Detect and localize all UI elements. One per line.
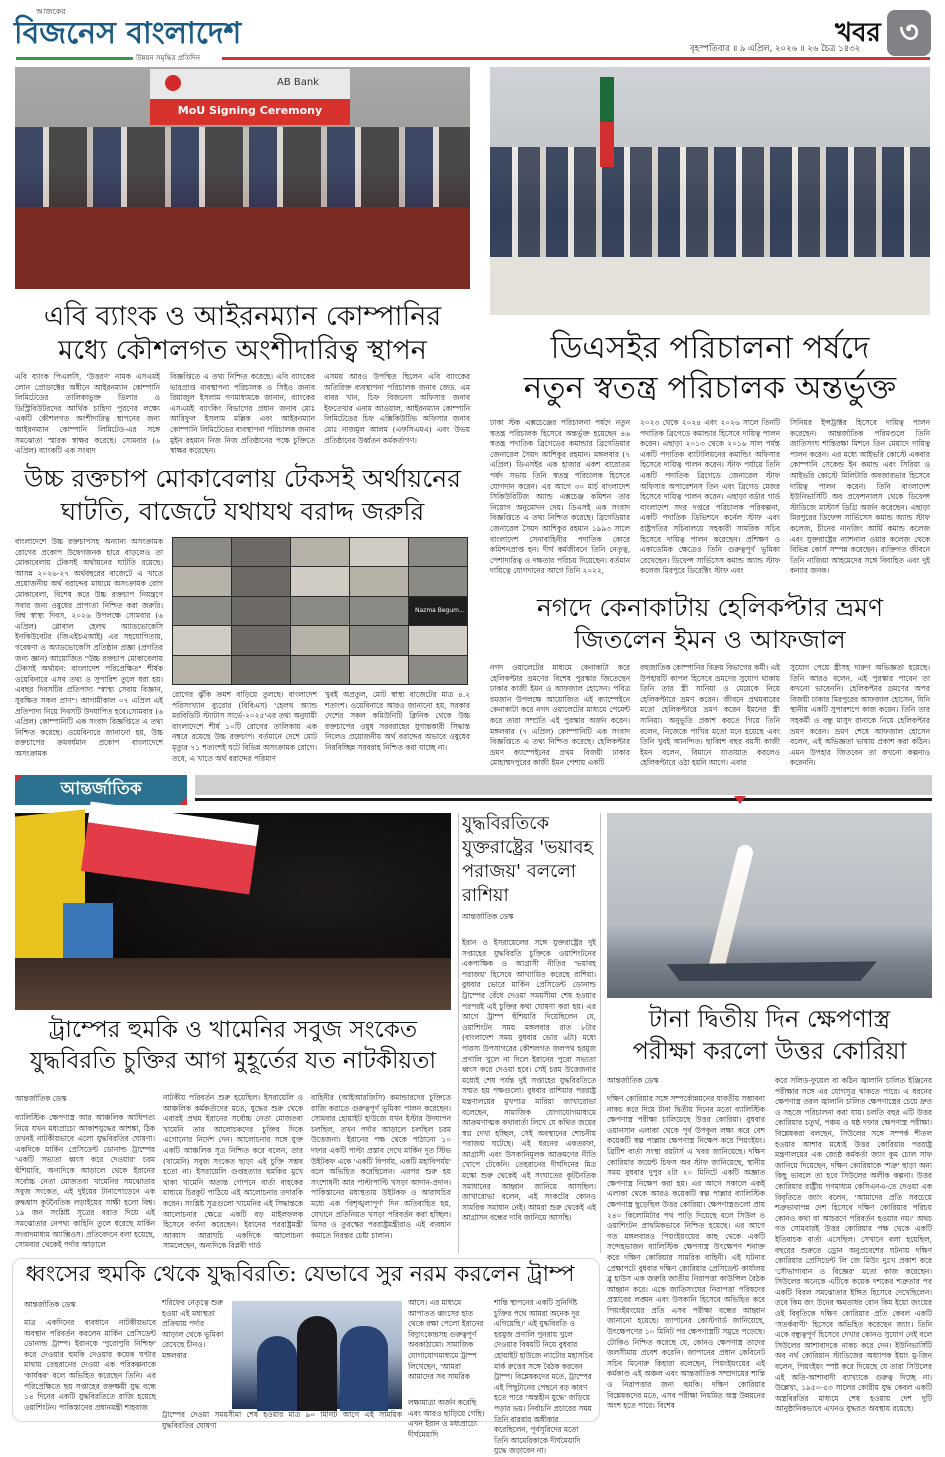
missile-trail <box>705 843 754 983</box>
section-corner-accent <box>179 797 187 805</box>
ironman-logo-icon <box>165 75 181 91</box>
signing-table <box>15 207 470 289</box>
section-corner-accent <box>15 775 23 783</box>
nagad-headline <box>490 592 930 656</box>
trump-col-4: শান্তি স্থাপনের একটি সুনির্দিষ্ট চুক্তির পথে আমরা অনেক দূর এগিয়েছি।' এই যুদ্ধবিরতি ও হরমুজ প্রণালি পুনরায় খুলে দেওয়ার বিষয়টি নিয়ে বুধবার হোয়াইট হাউজে ন্যাটোর মহাসচিব মার্ক রুত্তের সঙ্গে বৈঠক করবেন ট্রাম্প। বিশ্লেষকদের মতে, ট্রাম্পের এই পিছুটানের পেছনে বড় কারণ হতে পারে 'অন্তহীন যুদ্ধে' জড়িয়ে পড়ার ভয়। নির্বাচনি প্রচারের সময় তিনি বারবার অঙ্গীকার করেছিলেন, পূর্বসূরিদের মতো তিনি আমেরিকাকে দীর্ঘমেয়াদি যুদ্ধে জড়াবেন না। <box>494 1298 593 1456</box>
video-tile <box>350 567 408 595</box>
korea-col-1: দক্ষিণ কোরিয়ার সঙ্গে সম্পর্কোন্নয়নের যাবতীয় সম্ভাবনা নাকচ করে দিয়ে টানা দ্বিতীয় দিনের মতো ব্যালিস্টিক ক্ষেপণাস্ত্র পরীক্ষা চালিয়েছে উত্তর কোরিয়া। বুধবার ওয়ানসান এলাকা থেকে পূর্ব উপকূল লক্ষ্য করে বেশ কয়েকটি স্বল্প পাল্লার ক্ষেপণাস্ত্র নিক্ষেপ করে পিয়ংইয়ং। ব্রিটিশ বার্তা সংস্থা রয়টার্স এ খবর জানিয়েছে। দক্ষিণ কোরিয়ার জয়েন্ট চিফস অব স্টাফ জানিয়েছে, স্থানীয় সময় বুধবার দুপুর ২টা ২০ মিনিটে একটি অজ্ঞাত ক্ষেপণাস্ত্র নিক্ষেপ করা হয়। এর আগে সকালে একই এলাকা থেকে আরও কয়েকটি স্বল্প পাল্লার ব্যালিস্টিক ক্ষেপণাস্ত্র ছুড়েছিল উত্তর কোরিয়া। ক্ষেপণাস্ত্রগুলো প্রায় ২৪০ কিলোমিটার পথ পাড়ি দিয়েছে বলে সিউল ও ওয়াশিংটন প্রাথমিকভাবে নিশ্চিত হয়েছে। এর আগে গত মঙ্গলবারও পিয়ংইয়ংয়ের কাছ থেকে একটি সন্দেহভাজন ব্যালিস্টিক ক্ষেপণাস্ত্র উৎক্ষেপণ শনাক্ত করে দক্ষিণ কোরিয়ার সামরিক বাহিনী। এই ঘটনার প্রেক্ষাপটে বুধবার দক্ষিণ কোরিয়ার প্রেসিডেন্ট কার্যালয় ব্লু হাউস এক জরুরি জাতীয় নিরাপত্তা কাউন্সিল বৈঠক আহ্বান করে। একে জাতিসংঘের নিরাপত্তা পরিষদের প্রস্তাবের লঙ্ঘন এবং উসকানি হিসেবে অভিহিত করে পিয়ংইয়ংয়ের প্রতি এসব পরীক্ষা বন্ধের আহ্বান জানানো হয়েছে। জাপানের কোস্টগার্ড জানিয়েছে, উৎক্ষেপণের ১০ মিনিট পর ক্ষেপণাস্ত্রটি সমুদ্রে পড়েছে। টোকিও নিশ্চিত করেছে যে, কোনও ক্ষেপণাস্ত্র তাদের জলসীমায় প্রবেশ করেনি। জাপানের প্রধান কেবিনেট সচিব মিনোরু কিহারা বলেছেন, পিয়ংইয়ংয়ের এই কর্মকাণ্ড এই অঞ্চল এবং আন্তর্জাতিক সম্প্রদায়ের শান্তি ও নিরাপত্তার জন্য হুমকি। দক্ষিণ কোরিয়ার বিশ্লেষকদের মতে, এসব পরীক্ষা নিয়মিত অস্ত্র উন্নয়নের অংশ হতে পারে। বিশেষ <box>607 1094 765 1411</box>
iran-headline-line1: ট্রাম্পের হুমকি ও খামেনির সবুজ সংকেত <box>48 1017 418 1043</box>
video-tile <box>409 538 467 566</box>
nagad-col-2: বহুজাতিক কোম্পানির বিক্রয় বিভাগের কর্মী। এই উপহারটি কাপল হিসেবে ভ্রমণের সুযোগ থাকায় তিনি তার স্ত্রী সানিয়া ও মেয়েকে নিয়ে হেলিকপ্টারে ভ্রমণ করেন। জীবনে প্রথমবারের মতো হেলিকপ্টারে ভ্রমণ করেন ইমনের স্ত্রী সানিয়া। অনুভূতি প্রকাশ করতে গিয়ে তিনি বলেন, নিজেকে পাখির মতো মনে হয়েছে এবং তিনি খুবই আনন্দিত। ছাব্বিশ বছর বয়সী কাজী ইমন বলেন, বিমানে যাতায়াত করলেও হেলিকপ্টারে ওঠা হয়নি আগে। এবার <box>640 663 780 768</box>
people-group <box>490 147 930 257</box>
video-tile <box>232 656 290 684</box>
video-tile <box>291 626 349 654</box>
video-tile <box>409 567 467 595</box>
video-tile <box>291 597 349 625</box>
nagad-headline-line2: জিতলেন ইমন ও আফজাল <box>574 625 846 654</box>
video-tile <box>409 597 467 625</box>
masthead-tagline: উন্নয়ন সমৃদ্ধির প্রতিদিন <box>136 54 201 62</box>
trump-col-2: শরিফের নেতৃত্বে শুরু হওয়া এই মধ্যস্থতা প্রক্রিয়ায় পর্দার আড়াল থেকে ভূমিকা রেখেছে চীনও। মঙ্গলবার <box>162 1298 224 1360</box>
masthead-green-rule <box>16 57 133 60</box>
conference-table <box>490 257 930 315</box>
video-tile <box>350 597 408 625</box>
trump-byline: আন্তর্জাতিক ডেস্ক <box>24 1300 76 1309</box>
video-tile <box>350 626 408 654</box>
section-label-international: আন্তর্জাতিক <box>15 775 187 805</box>
iran-headline <box>15 1015 451 1077</box>
video-tile <box>350 538 408 566</box>
video-tile <box>173 597 231 625</box>
dse-col-1: ঢাকা স্টক এক্সচেঞ্জের পরিচালনা পর্ষদে নতুন স্বতন্ত্র পরিচালক হিসেবে অন্তর্ভুক্ত হয়েছেন ৪৬ স্বতন্ত্র পদাতিক ব্রিগেডের কমান্ডার ব্রিগেডিয়ার জেনারেল সৈয়দ আশিকুর রহমান। মঙ্গলবার (৭ এপ্রিল) ডিএসইর এক হাজার একশ বারোতম পর্ষদ সভায় তিনি স্বতন্ত্র পরিচালক হিসেবে যোগদান করেন। এর আগে ৩০ মার্চ বাংলাদেশ সিকিউরিটিজ অ্যান্ড এক্সচেঞ্জ কমিশন তার নিয়োগ অনুমোদন দেয়। ডিএসই এক সংবাদ বিজ্ঞপ্তিতে এ তথ্য নিশ্চিত করেছে। ব্রিগেডিয়ার জেনারেল সৈয়দ আশিকুর রহমান ১৯৯৩ সালে বাংলাদেশ সেনাবাহিনীর পদাতিক কোরে কমিশনপ্রাপ্ত হন। দীর্ঘ কর্মজীবনে তিনি নেতৃত্ব, পেশাদারিত্ব ও দক্ষতার পরিচয় দিয়েছেন। বর্তমান দায়িত্বে যোগদানের আগে তিনি ২০২২, <box>490 418 630 576</box>
bp-col-1: বাংলাদেশে উচ্চ রক্তচাপসহ অন্যান্য অসংক্রামক রোগের প্রকোপ উদ্বেগজনক হারে বাড়লেও তা মোকাবেলায় টেকসই অর্থায়নের ঘাটতি রয়েছে। আসন্ন ২০২৬-২৭ অর্থবছরের বাজেটে এ খাতে প্রয়োজনীয় অর্থ বরাদ্দের মাধ্যমে অসংক্রামক রোগ মোকাবেলা, বিশেষ করে উচ্চ রক্তচাপ নিয়ন্ত্রণে সবার জন্য ওষুধের প্রাপ্যতা নিশ্চিত করা জরুরি। বিশ্ব স্বাস্থ্য দিবস, ২০২৬ উপলক্ষে সোমবার (৬ এপ্রিল) গ্লোবাল হেলথ অ্যাডভোকেসি ইনকিউবেটর (জিএইচএআই) এর সহযোগিতায়, গবেষণা ও অ্যাডভোকেসি প্রতিষ্ঠান প্রজ্ঞা (প্রগতির জন্য জ্ঞান) আয়োজিত "উচ্চ রক্তচাপ মোকাবেলায় টেকসই অর্থায়ন: বাংলাদেশ পরিপ্রেক্ষিত" শীর্ষক ওয়েবিনারে এসব তথ্য ও সুপারিশ তুলে ধরা হয়। এবছর দিবসটির প্রতিপাদ্য "স্বাস্থ্য সেবায় বিজ্ঞান, সুরক্ষিত সকল প্রাণ"। আগামীকাল ০৭ এপ্রিল এই প্রতিপাদ্য নিয়ে দিবসটি উদযাপিত হবে।সোমবার (৬ এপ্রিল) কোম্পানিটি এক সংবাদ বিজ্ঞপ্তিতে এ তথ্য নিশ্চিত করেছে। ওয়েবিনারে জানানো হয়, উচ্চ রক্তচাপের ক্রমবর্ধমান প্রকোপ বাংলাদেশে অসংক্রামক <box>15 537 163 758</box>
iran-col-2: নাটকীয় পরিবর্তন শুরু হয়েছিল। ইসরায়েলি ও আঞ্চলিক কর্মকর্তাদের মতে, যুদ্ধের শুরু থেকে এবারই প্রথম ইরানের সর্বোচ্চ নেতা মোজতবা খামেনি তার আলোচকদের চুক্তির দিকে এগোনোর নির্দেশ দেন। আলোচনার সঙ্গে যুক্ত একটি আঞ্চলিক সূত্র নিশ্চিত করে বলেন, তার (খামেনি) সবুজ সংকেত ছাড়া এই চুক্তি সম্ভব হতো না। ইসরায়েলি গুপ্তহত্যার হুমকির মুখে থাকা খামেনি অত্যন্ত গোপনে বার্তা বাহকের মাধ্যমে চিরকুট পাঠিয়ে এই আলোচনার তদারকি করেন। সংশ্লিষ্ট সূত্রগুলো খামেনির এই সিদ্ধান্তকে আলোচনার ক্ষেত্রে একটি বড় মাইলফলক হিসেবে বর্ণনা করেছেন। ইরানের পররাষ্ট্রমন্ত্রী আব্বাস আরাঘচি একদিকে আলোচনা সামলেছেন, অন্যদিকে বিপ্লবী গার্ড <box>163 1093 303 1251</box>
warship <box>667 953 877 981</box>
korea-headline-line2: পরীক্ষা করলো উত্তর কোরিয়া <box>632 1037 907 1065</box>
korea-headline <box>607 1003 932 1067</box>
video-tile <box>173 656 231 684</box>
bp-headline-line2: ঘাটতি, বাজেটে যথাযথ বরাদ্দ জরুরি <box>60 497 425 526</box>
russia-body: ইরান ও ইসরায়েলের সঙ্গে যুক্তরাষ্ট্রের দুই সপ্তাহের যুদ্ধবিরতি চুক্তিকে ওয়াশিংটনের একপাক্ষিক ও আগ্রাসী নীতির 'ভয়াবহ পরাজয়' হিসেবে আখ্যায়িত করেছে রাশিয়া। বুধবার ভোরে মার্কিন প্রেসিডেন্ট ডোনাল্ড ট্রাম্পের বেঁধে দেওয়া সময়সীমা শেষ হওয়ার পরপরই এই চুক্তির কথা ঘোষণা করা হয়। এর আগে ট্রাম্প হুঁশিয়ারি দিয়েছিলেন যে, ওয়াশিংটন সময় মঙ্গলবার রাত ৮টার (বাংলাদেশ সময় বুধবার ভোর ৬টা) মধ্যে পারস্য উপসাগরের কৌশলগত জলপথ হরমুজ প্রণালি খুলে না দিলে ইরানের পুরো সভ্যতা ধ্বংস করে দেওয়া হবে। সেই চরম উত্তেজনার মধ্যেই শেষ পর্যন্ত দুই সপ্তাহের যুদ্ধবিরতিতে সম্মত হয় পক্ষগুলো। বুধবার রাশিয়ার পররাষ্ট্র মন্ত্রণালয়ের মুখপাত্র মারিয়া জাখারোভা বলেছেন, সামাজিক যোগাযোগমাধ্যমে আক্রমণাত্মক কথাবার্তা লিখে যে কথিত জয়ের স্বপ্ন দেখা হচ্ছিল, সেই অবস্থানের শোচনীয় পরাজয় ঘটেছে। এই ধরনের একতরফা, আগ্রাসী এবং উসকানিমূলক আক্রমণের নীতি খোপে টেকেনি। তেহরানের দীর্ঘদিনের মিত্র মস্কো শুরু থেকেই এই সংঘাতের কূটনৈতিক সমাধানের আহ্বান জানিয়ে আসছিল। জাখারোভা বলেন, এই সংকটের কোনও সামরিক সমাধান নেই। আমরা শুরু থেকেই এই আগ্রাসন বন্ধের দাবি জানিয়ে আসছি। <box>462 938 596 1223</box>
nagad-headline-line1: নগদে কেনাকাটায় হেলিকপ্টার ভ্রমণ <box>536 593 884 622</box>
iran-flag <box>81 802 259 895</box>
column-divider <box>458 813 459 1253</box>
video-tile <box>232 626 290 654</box>
abbank-headline-line2: মধ্যে কৌশলগত অংশীদারিত্ব স্থাপন <box>58 335 427 366</box>
trump-salute-photo <box>232 1301 402 1409</box>
flag-icon <box>600 77 614 167</box>
dse-col-3: সিনিয়র ইন্সট্রাক্টর হিসেবে দায়িত্ব পালন করেছেন। আন্তর্জাতিক পরিমণ্ডলে তিনি জাতিসংঘ শান্তিরক্ষা মিশনে তিন মেয়াদে দায়িত্ব পালন করেন। এর মধ্যে আইভরি কোস্টে একবার কোম্পানি সেকেন্ড ইন কমান্ড এবং সিরিয়া ও আইভরি কোস্টে মিলিটারি অবজারভার হিসেবে দায়িত্ব পালন করেন। তিনি বাংলাদেশ ইউনিভার্সিটি অব প্রফেশনালস থেকে ডিফেন্স স্টাডিজে মাস্টার্স ডিগ্রি অর্জন করেছেন। এছাড়া মিরপুরের ডিফেন্স সার্ভিসেস কমান্ড অ্যান্ড স্টাফ কলেজ, চীনের নানজিং আর্মি কমান্ড কলেজ এবং যুক্তরাষ্ট্রের ন্যাশনাল ওয়ার কলেজ থেকে বিভিন্ন কোর্স সম্পন্ন করেছেন। ব্যক্তিগত জীবনে তিনি নাজিয়া আহমেদের সঙ্গে বিবাহিত এবং দুই কন্যার জনক। <box>790 418 930 576</box>
participant-name: Nazma Begum... <box>415 606 465 614</box>
column-divider <box>600 813 601 1253</box>
iran-byline: আন্তর্জাতিক ডেস্ক <box>15 1094 67 1103</box>
video-tile <box>232 538 290 566</box>
abbank-mou-photo <box>15 67 470 289</box>
abbank-headline <box>15 300 470 368</box>
video-tile <box>409 656 467 684</box>
masthead-red-rule <box>222 57 930 60</box>
korea-byline: আন্তর্জাতিক ডেস্ক <box>607 1076 659 1085</box>
video-tile <box>173 626 231 654</box>
iran-col-3: বাহিনীর (আইআরজিসি) কমান্ডারদের চুক্তিতে রাজি করাতে গুরুত্বপূর্ণ ভূমিকা পালন করেছেন। সোমবার হোয়াইট হাউজে যখন ইস্টার উদযাপন চলছিল, তখন পর্দার আড়ালে চলছিল চরম উত্তেজনা। ইরানের পক্ষ থেকে পাঠানো ১০ দফার একটি পাল্টা প্রস্তাব দেখে মার্কিন দূত স্টিভ উইটকফ একে 'একটি বিপর্যয়, একটি মহাবিপর্যয়' বলে অভিহিত করেছিলেন। এরপর শুরু হয় সংশোধনী আর পাল্টাপাল্টি খসড়া আদান-প্রদান। পাকিস্তানের মধ্যস্থতায় উইটকফ ও আরাঘচির মধ্যে এক 'বিশৃঙ্খলাপূর্ণ' দিন অতিবাহিত হয়, যেখানে প্রতিনিয়ত খসড়া পরিবর্তন করা হচ্ছিল। মিসর ও তুরস্কের পররাষ্ট্রমন্ত্রীরাও এই ব্যবধান কমাতে নিরন্তর চেষ্টা চালান। <box>311 1093 451 1240</box>
page-section-name: খবর <box>835 18 881 48</box>
video-tile <box>173 567 231 595</box>
section-black-rule <box>195 798 932 801</box>
nagad-col-1: নগদ ওয়ালেটের মাধ্যমে কেনাকাটা করে হেলিকপ্টার ভ্রমণের বিশেষ পুরস্কার জিতেছেন ঢাকার কাজী ইমন ও আফজাল হোসেন। পবিত্র রমজান উপলক্ষে আয়োজিত এই ক্যাম্পেইনে কেনাকাটা করে নগদ ওয়ালেটের মাধ্যমে পেমেন্ট করে তারা সম্প্রতি এই পুরস্কার অর্জন করেন। মঙ্গলবার (৭ এপ্রিল) কোম্পানিটি এক সংবাদ বিজ্ঞপ্তিতে এ তথ্য নিশ্চিত করেছে। হেলিকপ্টার ভ্রমণ ক্যাম্পেইনের প্রথম বিজয়ী ঢাকার মোহাম্মদপুরের কাজী ইমন পেশায় একটি <box>490 663 630 768</box>
officer-figure <box>257 1336 297 1411</box>
trump-col-3: আসে। এর মাধ্যমে আপাতত ধ্বংসের হাত থেকে রক্ষা পেলো ইরানের বিদ্যুৎকেন্দ্রসহ গুরুত্বপূর্ণ অবকাঠামো। সামাজিক যোগাযোগমাধ্যমে ট্রাম্প লিখেছেন, 'আমরা আমাদের সব সামরিক <box>408 1298 484 1382</box>
video-tile <box>350 656 408 684</box>
video-tile <box>291 656 349 684</box>
russia-byline: আন্তর্জাতিক ডেস্ক <box>462 912 514 921</box>
trump-col-2b: ট্রাম্পের দেওয়া সময়সীমা শেষ হওয়ার মাত্র ৯০ মিনিট আগে এই সাময়িক যুদ্ধবিরতির ঘোষণা <box>162 1410 402 1430</box>
korea-headline-line1: টানা দ্বিতীয় দিন ক্ষেপণাস্ত্র <box>648 1005 891 1033</box>
video-tile <box>291 567 349 595</box>
officer-figure <box>340 1326 388 1411</box>
section-grey-band <box>195 775 932 795</box>
iran-headline-line2: যুদ্ধবিরতি চুক্তির আগ মুহূর্তের যত নাটকীয়তা <box>29 1048 437 1074</box>
abbank-col-3: এসময় আরও উপস্থিত ছিলেন এবি ব্যাংকের অতিরিক্ত ব্যবস্থাপনা পরিচালক জনাব জেড. এম বাবর খান, চিফ বিজনেস অফিসার জনাব ইফতেখার এনাম আওয়াল, আইরনম্যান কোম্পানি লিমিটেডের চিফ এক্সিকিউটিভ অফিসার জনাব মোঃ নাজমুল আলম (এফসিএমএ) এবং উভয় প্রতিষ্ঠানের উর্ধ্বতন কর্মকর্তাগণ। <box>324 372 470 445</box>
korea-col-2: করে সলিড-ফুয়েল বা কঠিন জ্বালানি চালিত ইঞ্জিনের পরীক্ষার সঙ্গে এর যোগসূত্র থাকতে পারে। এ ধরনের ক্ষেপণাস্ত্র তরল জ্বালানি চালিত ক্ষেপণাস্ত্রের চেয়ে দ্রুত ও সহজে পরিচালনা করা যায়। চলতি বছর এটি উত্তর কোরিয়ার চতুর্থ, পঞ্চম ও ষষ্ঠ দফার ক্ষেপণাস্ত্র পরীক্ষা। বিশ্লেষকরা বলছেন, সিউলের সঙ্গে সম্পর্ক শীতল হওয়ার আশার মধ্যেই উত্তর কোরিয়ার পররাষ্ট্র মন্ত্রণালয়ের এক জ্যেষ্ঠ কর্মকর্তা জ্যাং কুম চোল সাফ জানিয়ে দিয়েছেন, দক্ষিণ কোরিয়াকে 'শত্রু' ছাড়া অন্য কিছু ভাবলে তা হবে সিউলের অলীক কল্পনা। উত্তর কোরিয়ার রাষ্ট্রীয় গণমাধ্যম কেসিএনএ-তে দেওয়া এক বিবৃতিতে জ্যাং বলেন, 'আমাদের প্রতি সবচেয়ে শত্রুভাবাপন্ন দেশ হিসেবে দক্ষিণ কোরিয়ার পরিচয় কোনও কথা বা আচরণে পরিবর্তন হওয়ার নয়।' অথচ গত সোমবারই উত্তর কোরিয়ার পক্ষ থেকে একটি ইতিবাচক বার্তা এসেছিল। সেখানে বলা হয়েছিল, বছরের শুরুতে ড্রোন অনুপ্রবেশের ঘটনায় দক্ষিণ কোরিয়ার প্রেসিডেন্ট লি জে মিউং দুঃখ প্রকাশ করে 'সৌভাগ্যবান ও বিজ্ঞের' মতো কাজ করেছেন। সিউলের অনেকে এটিকে কয়েক দশকের শত্রুতার পর একটি বিরল সমঝোতার ইঙ্গিত হিসেবে দেখেছিলেন। তবে কিম জং উনের ক্ষমতাধর বোন কিম ইয়ো জংয়ের ওই বিবৃতিকে দক্ষিণ কোরিয়ার প্রতি কেবল একটি 'সতর্কবাণী' হিসেবে অভিহিত করেছেন জ্যাং। তিনি একে বন্ধুত্বপূর্ণ হিসেবে দেখার কোনও সুযোগ নেই বলে সিউলের আশাবাদকে নাকচ করে দেন। ইউনিভার্সিটি অব নর্থ কোরিয়ান স্টাডিজের অধ্যাপক ইয়াং মু-জিন বলেন, পিয়ংইয়ং স্পষ্ট করে দিয়েছে যে তারা সিউলের এই অতি-আশাবাদী ব্যাখ্যাকে গুরুত্ব দিচ্ছে না। উল্লেখ্য, ১৯৫০-৫৩ সালের কোরীয় যুদ্ধ কেবল একটি অস্ত্রবিরতির মাধ্যমে শেষ হওয়ায় দেশ দুটি আনুষ্ঠানিকভাবে এখনও যুদ্ধরত অবস্থায় রয়েছে। <box>775 1076 932 1414</box>
dse-col-2: ২০২৩ থেকে ২০২৪ এবং ২০২৬ সালে তিনটি পদাতিক ব্রিগেডে কমান্ডার হিসেবে দায়িত্ব পালন করেন। এছাড়া ২০১৩ থেকে ২০১৬ সাল পর্যন্ত একটি পদাতিক ব্যাটালিয়নের কমান্ডিং অফিসার হিসেবে দায়িত্ব পালন করেন। স্টাফ পর্যায়ে তিনি একটি পদাতিক ব্রিগেডে জেনারেল স্টাফ অফিসার অপারেশনস তিন এবং ব্রিগেড মেজর হিসেবে দায়িত্ব পালন করেন। এছাড়া বর্ডার গার্ড বাংলাদেশ সদর দপ্তরে পরিচালক পরিকল্পনা, একটি পদাতিক ডিভিশনে কর্নেল স্টাফ এবং রাষ্ট্রপতির সচিবালয়ে সহকারী সামরিক সচিব হিসেবে দায়িত্ব পালন করেছেন। প্রশিক্ষণ ও একাডেমিক ক্ষেত্রেও তিনি গুরুত্বপূর্ণ ভূমিকা রেখেছেন। ডিফেন্স সার্ভিসেস কমান্ড অ্যান্ড স্টাফ কলেজ মিরপুরে ডিরেক্টিং স্টাফ এবং <box>640 418 780 576</box>
webinar-screenshot <box>172 537 468 685</box>
section-red-marker-icon <box>734 796 746 804</box>
trump-col-3b: লক্ষ্যমাত্রা অর্জন করেছি এবং আরও ছাড়িয়ে গেছি। এখন ইরান ও মধ্যপ্রাচ্যে দীর্ঘমেয়াদি <box>408 1398 485 1439</box>
dse-headline-line2: নতুন স্বতন্ত্র পরিচালক অন্তর্ভুক্ত <box>523 370 897 406</box>
iran-rally-photo <box>15 813 451 1010</box>
trump-figure <box>297 1316 337 1411</box>
dse-headline-line1: ডিএসইর পরিচালনা পর্ষদে <box>550 330 870 366</box>
nagad-col-3: সুযোগ পেয়ে স্ত্রীসহ দারুণ অভিজ্ঞতা হয়েছে। তিনি আরও বলেন, এই পুরস্কার পাবেন তা কখনো ভাবেননি। হেলিকপ্টার ভ্রমণের অপর বিজয়ী ঢাকার মিরপুরের আফজাল হোসেন, যিনি স্থানীয় একটি সুপারশপে কাজ করেন। তিনি তার সহকর্মী ও বন্ধু মাসুদ রানাকে নিয়ে হেলিকপ্টার ভ্রমণ করেন। ভ্রমণ শেষে আফজাল হোসেন বলেন, এই অভিজ্ঞতা ভাষায় প্রকাশ করা কঠিন। এমন উপহার জিতবেন তা কখনো কল্পনাও করেননি। <box>790 663 930 768</box>
abbank-col-2: বিজ্ঞপ্তিতে এ তথ্য নিশ্চিত করেছে। এবি ব্যাংকের ভারপ্রাপ্ত ব্যবস্থাপনা পরিচালক ও সিইও জনাব রিয়াজুল ইসলাম গণমাধ্যমকে জানান, ব্যাংকের এসএমই ব্যাংকিং বিভাগের প্রধান জনাব মোঃ আরিফুল ইসলাম মল্লিক এবং আইরনম্যান কোম্পানি লিমিটেডের ব্যবস্থাপনা পরিচালক জনাব মুইন রহমান নিজ নিজ প্রতিষ্ঠানের পক্ষে চুক্তিতে স্বাক্ষর করেছেন। <box>170 372 315 456</box>
dse-headline <box>490 328 930 408</box>
trump-headline: ধ্বংসের হুমকি থেকে যুদ্ধবিরতি: যেভাবে সুর নরম করলেন ট্রাম্প <box>25 1262 575 1287</box>
masthead-title: বিজনেস বাংলাদেশ <box>14 16 242 51</box>
abbank-col-1: এবি ব্যাংক পিএলসি, 'উত্তরণ' নামক এসএমই লোন প্রোডাক্টের অধীনে আইরনম্যান কোম্পানি লিমিটেডের তালিকাভুক্ত ডিলার ও ডিস্ট্রিবিউটরদের আর্থিক চাহিদা পুরণের লক্ষ্যে একটি কৌশলগত অংশীদারিত্ব স্থাপনের জন্য আইরনম্যান কোম্পানি লিমিটেড-এর সঙ্গে সমঝোতা স্মারক স্বাক্ষর করেছে। সোমবার (৬ এপ্রিল) ব্যাংকটি এক সংবাদ <box>15 372 160 456</box>
people-group <box>15 127 470 212</box>
trump-col-1: মাত্র একদিনের ব্যবধানে নাটকীয়ভাবে অবস্থান পরিবর্তন করলেন মার্কিন প্রেসিডেন্ট ডোনাল্ড ট্রাম্প। ইরানকে 'পুরোপুরি নিশ্চিহ্ন' করে দেওয়ার হুমকি দেওয়ার কয়েক ঘণ্টার মাথায় তেহরানের দেওয়া এক পরিকল্পনাকে 'কার্যকর' বলে অভিহিত করেছেন তিনি। এর পরিপ্রেক্ষিতে ছয় সপ্তাহের রক্তক্ষয়ী যুদ্ধ বন্ধে ১৪ দিনের একটি যুদ্ধবিরতিতে রাজি হয়েছে ওয়াশিংটন। পাকিস্তানের প্রধানমন্ত্রী শাহবাজ <box>24 1318 156 1412</box>
masthead-pre-title: আজকের <box>36 7 66 16</box>
dse-handover-photo <box>490 67 930 315</box>
missile-launch-photo <box>607 813 932 998</box>
video-tile <box>232 567 290 595</box>
video-tile <box>409 626 467 654</box>
iran-col-1: ব্যালিস্টিক ক্ষেপণাস্ত্র আর আঞ্চলিক আধিপত্য নিয়ে যখন মধ্যপ্রাচ্যে আকাশযুদ্ধের আশঙ্কা, ঠিক তখনই নাটকীয়ভাবে এলো যুদ্ধবিরতির ঘোষণা। একদিকে মার্কিন প্রেসিডেন্ট ডোনাল্ড ট্রাম্পের 'একটি সভ্যতা ধ্বংস করে দেওয়ার' চরম হুঁশিয়ারি, অন্যদিকে আড়ালে থেকে ইরানের সর্বোচ্চ নেতা মোজতবা খামেনির সমঝোতার সবুজ সংকেত, এই দুইয়ের টানাপোড়েনে এক রুদ্ধশ্বাস কূটনৈতিক লড়াইয়ের সাক্ষী হলো বিশ্ব। ১৯ জন সংশ্লিষ্ট সূত্রের বরাত দিয়ে এই সমঝোতার নেপথ্য কাহিনি তুলে ধরেছে মার্কিন সংবাদমাধ্যম অ্যাক্সিওস। প্রতিবেদনে বলা হয়েছে, সোমবার থেকেই পর্দার আড়ালে <box>15 1113 155 1250</box>
video-tile <box>232 597 290 625</box>
bp-headline <box>15 462 470 528</box>
abbank-logo-text: AB Bank <box>277 77 319 88</box>
page-number-badge: ৩ <box>887 10 931 56</box>
russia-headline: যুদ্ধবিরতিকে যুক্তরাষ্ট্রের 'ভয়াবহ পরাজয়' বললো রাশিয়া <box>462 813 593 906</box>
abbank-banner-text: MoU Signing Ceremony <box>177 104 323 117</box>
video-tile <box>291 538 349 566</box>
video-tile <box>173 538 231 566</box>
date-line: বৃহস্পতিবার ॥ ৯ এপ্রিল, ২০২৬ ॥ ২৬ চৈত্র ১৪৩২ <box>690 44 861 54</box>
bp-col-2: রোগের ঝুঁকি ক্রমশ বাড়িয়ে তুলছে। বাংলাদেশ পরিসংখ্যান ব্যুরোর (বিবিএস) 'হেলথ অ্যান্ড মরবিডিটি স্ট্যাটাস সার্ভে-২০২৫'এর তথ্য অনুযায়ী বাংলাদেশে শীর্ষ ১০টি রোগের তালিকায় এক নম্বরে রয়েছে উচ্চ রক্তচাপ। বর্তমানে দেশে মোট মৃত্যুর ৭১ শতাংশই ঘটে বিভিন্ন অসংক্রামক রোগে। তবে, এ খাতে অর্থ বরাদ্দের পরিমাণ <box>172 690 317 763</box>
bp-col-3: খুবই অপ্রতুল, মোট স্বাস্থ্য বাজেটের মাত্র ৪.২ শতাংশ। ওয়েবিনারে আরও জানানো হয়, সরকার দেশের সকল কমিউনিটি ক্লিনিক থেকে উচ্চ রক্তচাপের ওষুধ সরবরাহের যুগান্তকারী সিদ্ধান্ত নিলেও প্রয়োজনীয় অর্থ বরাদ্দের অভাবে ওষুধের নিরবিচ্ছিন্ন সরবরাহ নিশ্চিত করা যাচ্ছে না। <box>325 690 470 752</box>
bp-headline-line1: উচ্চ রক্তচাপ মোকাবেলায় টেকসই অর্থায়নের <box>24 464 461 493</box>
crowd <box>15 958 451 1010</box>
abbank-headline-line1: এবি ব্যাংক ও আইরনম্যান কোম্পানির <box>43 301 442 332</box>
